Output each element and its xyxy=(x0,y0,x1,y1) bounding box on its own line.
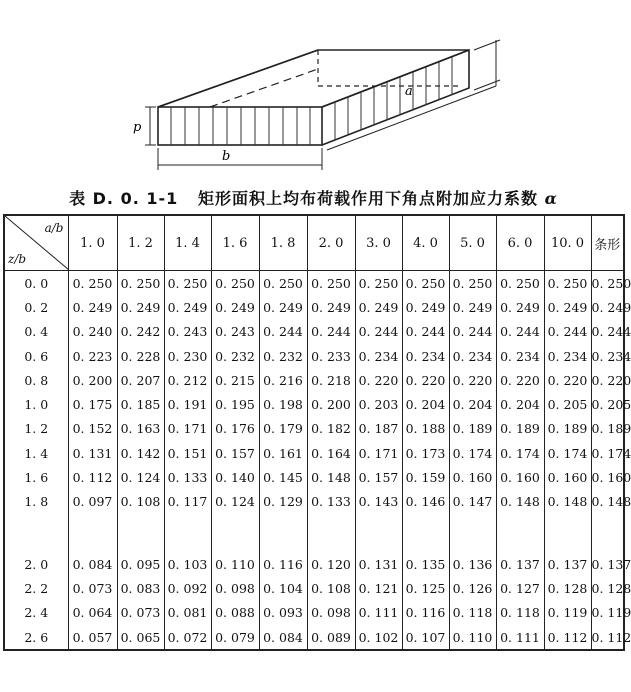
table-cell: 0. 148 xyxy=(544,490,591,514)
table-cell: 0. 107 xyxy=(402,625,449,650)
column-header: 条形 xyxy=(591,215,624,271)
row-header-zb: 1. 4 xyxy=(4,441,68,465)
table-cell: 0. 234 xyxy=(544,344,591,368)
table-cell: 0. 250 xyxy=(211,271,259,296)
table-cell: 0. 129 xyxy=(259,490,307,514)
table-cell: 0. 220 xyxy=(449,368,496,392)
table-cell: 0. 124 xyxy=(117,465,164,489)
row-header-zb: 1. 8 xyxy=(4,490,68,514)
table-cell xyxy=(355,514,402,552)
table-cell: 0. 249 xyxy=(355,295,402,319)
table-cell: 0. 095 xyxy=(117,552,164,576)
table-cell: 0. 160 xyxy=(496,465,544,489)
table-cell: 0. 083 xyxy=(117,576,164,600)
table-cell: 0. 145 xyxy=(259,465,307,489)
label-p: p xyxy=(133,120,142,135)
rectangular-load-diagram xyxy=(0,0,627,185)
table-cell: 0. 173 xyxy=(402,441,449,465)
table-cell: 0. 249 xyxy=(402,295,449,319)
table-cell: 0. 093 xyxy=(259,601,307,625)
table-row xyxy=(4,441,624,465)
table-cell: 0. 084 xyxy=(68,552,117,576)
table-row xyxy=(4,514,624,552)
row-header-zb: 0. 6 xyxy=(4,344,68,368)
row-header-zb: 0. 4 xyxy=(4,320,68,344)
table-cell: 0. 137 xyxy=(544,552,591,576)
table-cell: 0. 185 xyxy=(117,392,164,416)
table-row xyxy=(4,417,624,441)
table-cell: 0. 175 xyxy=(68,392,117,416)
table-cell: 0. 204 xyxy=(449,392,496,416)
table-cell: 0. 250 xyxy=(117,271,164,296)
row-header-zb: 2. 6 xyxy=(4,625,68,650)
row-header-zb: 2. 0 xyxy=(4,552,68,576)
table-cell xyxy=(402,514,449,552)
table-cell: 0. 204 xyxy=(496,392,544,416)
caption-text: 矩形面积上均布荷载作用下角点附加应力系数 xyxy=(198,189,539,208)
table-cell: 0. 244 xyxy=(591,320,624,344)
table-cell: 0. 104 xyxy=(259,576,307,600)
table-cell: 0. 098 xyxy=(211,576,259,600)
table-cell: 0. 102 xyxy=(355,625,402,650)
table-cell: 0. 120 xyxy=(307,552,355,576)
corner-cell xyxy=(4,215,68,271)
label-b: b xyxy=(222,149,231,164)
table-cell: 0. 057 xyxy=(68,625,117,650)
table-cell: 0. 244 xyxy=(402,320,449,344)
table-cell: 0. 244 xyxy=(307,320,355,344)
table-cell: 0. 179 xyxy=(259,417,307,441)
table-cell: 0. 250 xyxy=(164,271,211,296)
table-cell: 0. 250 xyxy=(355,271,402,296)
table-cell: 0. 097 xyxy=(68,490,117,514)
table-cell: 0. 133 xyxy=(307,490,355,514)
row-header-zb xyxy=(4,514,68,552)
table-row xyxy=(4,368,624,392)
table-cell: 0. 119 xyxy=(591,601,624,625)
table-cell: 0. 089 xyxy=(307,625,355,650)
table-cell: 0. 174 xyxy=(496,441,544,465)
table-cell: 0. 171 xyxy=(355,441,402,465)
table-cell: 0. 092 xyxy=(164,576,211,600)
table-cell: 0. 250 xyxy=(402,271,449,296)
table-cell: 0. 157 xyxy=(211,441,259,465)
table-cell: 0. 148 xyxy=(496,490,544,514)
table-row xyxy=(4,601,624,625)
table-row xyxy=(4,271,624,296)
table-row xyxy=(4,295,624,319)
table-cell: 0. 112 xyxy=(591,625,624,650)
table-cell: 0. 174 xyxy=(591,441,624,465)
table-cell: 0. 124 xyxy=(211,490,259,514)
table-cell: 0. 243 xyxy=(164,320,211,344)
table-row xyxy=(4,625,624,650)
table-cell: 0. 160 xyxy=(544,465,591,489)
table-cell: 0. 249 xyxy=(259,295,307,319)
header-row xyxy=(4,215,624,271)
row-header-zb: 0. 2 xyxy=(4,295,68,319)
column-header: 10. 0 xyxy=(544,215,591,271)
table-cell: 0. 232 xyxy=(259,344,307,368)
table-cell: 0. 160 xyxy=(591,465,624,489)
table-cell: 0. 250 xyxy=(544,271,591,296)
table-cell: 0. 065 xyxy=(117,625,164,650)
table-cell: 0. 220 xyxy=(402,368,449,392)
table-cell: 0. 228 xyxy=(117,344,164,368)
table-cell: 0. 174 xyxy=(544,441,591,465)
table-cell: 0. 220 xyxy=(496,368,544,392)
table-cell: 0. 118 xyxy=(449,601,496,625)
table-cell: 0. 143 xyxy=(355,490,402,514)
table-row xyxy=(4,490,624,514)
table-cell: 0. 244 xyxy=(449,320,496,344)
table-cell: 0. 233 xyxy=(307,344,355,368)
table-cell: 0. 112 xyxy=(544,625,591,650)
table-cell: 0. 160 xyxy=(449,465,496,489)
table-cell: 0. 128 xyxy=(544,576,591,600)
table-cell: 0. 163 xyxy=(117,417,164,441)
table-cell: 0. 157 xyxy=(355,465,402,489)
row-header-zb: 1. 6 xyxy=(4,465,68,489)
column-header: 1. 4 xyxy=(164,215,211,271)
table-cell: 0. 234 xyxy=(355,344,402,368)
table-cell: 0. 152 xyxy=(68,417,117,441)
table-cell: 0. 234 xyxy=(449,344,496,368)
table-cell: 0. 174 xyxy=(449,441,496,465)
table-cell xyxy=(591,514,624,552)
table-cell: 0. 189 xyxy=(591,417,624,441)
table-cell: 0. 250 xyxy=(259,271,307,296)
table-body xyxy=(4,271,631,651)
table-cell: 0. 108 xyxy=(307,576,355,600)
caption-prefix: 表 D. 0. 1-1 xyxy=(69,189,179,208)
table-cell: 0. 161 xyxy=(259,441,307,465)
table-cell: 0. 142 xyxy=(117,441,164,465)
table-cell: 0. 147 xyxy=(449,490,496,514)
table-cell: 0. 117 xyxy=(164,490,211,514)
table-cell: 0. 189 xyxy=(544,417,591,441)
column-header: 4. 0 xyxy=(402,215,449,271)
table-cell: 0. 081 xyxy=(164,601,211,625)
table-cell: 0. 121 xyxy=(355,576,402,600)
table-cell: 0. 125 xyxy=(402,576,449,600)
table-cell: 0. 249 xyxy=(544,295,591,319)
table-cell: 0. 171 xyxy=(164,417,211,441)
table-cell: 0. 088 xyxy=(211,601,259,625)
table-cell: 0. 249 xyxy=(496,295,544,319)
table-cell: 0. 131 xyxy=(355,552,402,576)
table-cell: 0. 148 xyxy=(591,490,624,514)
table-cell: 0. 249 xyxy=(117,295,164,319)
table-cell: 0. 244 xyxy=(259,320,307,344)
table-cell: 0. 131 xyxy=(68,441,117,465)
table-row xyxy=(4,344,624,368)
table-cell xyxy=(449,514,496,552)
table-cell: 0. 234 xyxy=(402,344,449,368)
table-cell: 0. 128 xyxy=(591,576,624,600)
table-cell: 0. 220 xyxy=(544,368,591,392)
table-cell: 0. 064 xyxy=(68,601,117,625)
table-cell xyxy=(259,514,307,552)
column-header: 1. 2 xyxy=(117,215,164,271)
table-cell: 0. 098 xyxy=(307,601,355,625)
table-cell: 0. 244 xyxy=(544,320,591,344)
table-cell: 0. 207 xyxy=(117,368,164,392)
table-cell: 0. 244 xyxy=(355,320,402,344)
table-cell: 0. 249 xyxy=(211,295,259,319)
table-cell: 0. 133 xyxy=(164,465,211,489)
table-cell: 0. 250 xyxy=(591,271,624,296)
table-cell: 0. 137 xyxy=(496,552,544,576)
table-cell: 0. 215 xyxy=(211,368,259,392)
table-cell xyxy=(544,514,591,552)
column-header: 1. 0 xyxy=(68,215,117,271)
row-header-zb: 1. 0 xyxy=(4,392,68,416)
table-cell: 0. 189 xyxy=(496,417,544,441)
table-row xyxy=(4,552,624,576)
table-cell: 0. 151 xyxy=(164,441,211,465)
table-cell: 0. 140 xyxy=(211,465,259,489)
table-cell: 0. 250 xyxy=(68,271,117,296)
table-cell: 0. 159 xyxy=(402,465,449,489)
table-cell: 0. 073 xyxy=(117,601,164,625)
table-cell: 0. 204 xyxy=(402,392,449,416)
table-cell: 0. 118 xyxy=(496,601,544,625)
table-cell: 0. 111 xyxy=(496,625,544,650)
table-cell xyxy=(307,514,355,552)
row-header-zb: 0. 0 xyxy=(4,271,68,296)
table-cell: 0. 232 xyxy=(211,344,259,368)
table-cell: 0. 249 xyxy=(591,295,624,319)
table-cell: 0. 072 xyxy=(164,625,211,650)
table-cell: 0. 191 xyxy=(164,392,211,416)
column-header: 1. 6 xyxy=(211,215,259,271)
table-cell: 0. 220 xyxy=(591,368,624,392)
table-row xyxy=(4,576,624,600)
table-cell: 0. 164 xyxy=(307,441,355,465)
row-header-zb: 0. 8 xyxy=(4,368,68,392)
table-cell: 0. 205 xyxy=(591,392,624,416)
table-cell: 0. 205 xyxy=(544,392,591,416)
table-cell: 0. 212 xyxy=(164,368,211,392)
table-cell: 0. 234 xyxy=(591,344,624,368)
table-cell: 0. 148 xyxy=(307,465,355,489)
table-cell xyxy=(117,514,164,552)
column-header: 5. 0 xyxy=(449,215,496,271)
table-cell: 0. 084 xyxy=(259,625,307,650)
table-cell: 0. 216 xyxy=(259,368,307,392)
table-cell: 0. 250 xyxy=(449,271,496,296)
table-cell: 0. 230 xyxy=(164,344,211,368)
coefficient-table xyxy=(3,214,631,651)
table-cell xyxy=(496,514,544,552)
table-cell: 0. 110 xyxy=(449,625,496,650)
table-cell: 0. 135 xyxy=(402,552,449,576)
table-cell: 0. 108 xyxy=(117,490,164,514)
table-cell: 0. 203 xyxy=(355,392,402,416)
table-cell: 0. 200 xyxy=(307,392,355,416)
table-cell: 0. 250 xyxy=(307,271,355,296)
table-cell: 0. 136 xyxy=(449,552,496,576)
corner-label-ab: a/b xyxy=(44,221,64,235)
table-cell: 0. 116 xyxy=(259,552,307,576)
table-cell: 0. 119 xyxy=(544,601,591,625)
table-cell: 0. 218 xyxy=(307,368,355,392)
table-cell: 0. 103 xyxy=(164,552,211,576)
table-cell: 0. 110 xyxy=(211,552,259,576)
table-row xyxy=(4,465,624,489)
table-cell: 0. 188 xyxy=(402,417,449,441)
table-cell: 0. 126 xyxy=(449,576,496,600)
table-cell: 0. 249 xyxy=(164,295,211,319)
table-cell: 0. 234 xyxy=(496,344,544,368)
table-cell: 0. 182 xyxy=(307,417,355,441)
table-cell: 0. 079 xyxy=(211,625,259,650)
table-row xyxy=(4,320,624,344)
table-cell: 0. 187 xyxy=(355,417,402,441)
table-cell: 0. 116 xyxy=(402,601,449,625)
table-cell: 0. 200 xyxy=(68,368,117,392)
table-cell: 0. 127 xyxy=(496,576,544,600)
row-header-zb: 2. 4 xyxy=(4,601,68,625)
table-cell: 0. 195 xyxy=(211,392,259,416)
corner-label-zb: z/b xyxy=(8,252,27,266)
table-cell: 0. 243 xyxy=(211,320,259,344)
table-cell: 0. 250 xyxy=(496,271,544,296)
caption-symbol: α xyxy=(544,189,558,208)
table-cell: 0. 137 xyxy=(591,552,624,576)
table-cell: 0. 242 xyxy=(117,320,164,344)
column-header: 6. 0 xyxy=(496,215,544,271)
table-cell: 0. 146 xyxy=(402,490,449,514)
column-header: 1. 8 xyxy=(259,215,307,271)
table-cell xyxy=(211,514,259,552)
table-cell: 0. 244 xyxy=(496,320,544,344)
table-cell: 0. 189 xyxy=(449,417,496,441)
table-cell: 0. 240 xyxy=(68,320,117,344)
column-header: 3. 0 xyxy=(355,215,402,271)
table-cell: 0. 198 xyxy=(259,392,307,416)
label-a: a xyxy=(405,84,413,99)
row-header-zb: 1. 2 xyxy=(4,417,68,441)
row-header-zb: 2. 2 xyxy=(4,576,68,600)
table-caption xyxy=(0,186,627,209)
table-cell: 0. 220 xyxy=(355,368,402,392)
table-cell xyxy=(68,514,117,552)
table-cell: 0. 249 xyxy=(68,295,117,319)
table-cell xyxy=(164,514,211,552)
column-header: 2. 0 xyxy=(307,215,355,271)
table-cell: 0. 112 xyxy=(68,465,117,489)
table-cell: 0. 249 xyxy=(449,295,496,319)
table-cell: 0. 111 xyxy=(355,601,402,625)
table-row xyxy=(4,392,624,416)
table-cell: 0. 249 xyxy=(307,295,355,319)
table-cell: 0. 223 xyxy=(68,344,117,368)
table-cell: 0. 073 xyxy=(68,576,117,600)
table-cell: 0. 176 xyxy=(211,417,259,441)
